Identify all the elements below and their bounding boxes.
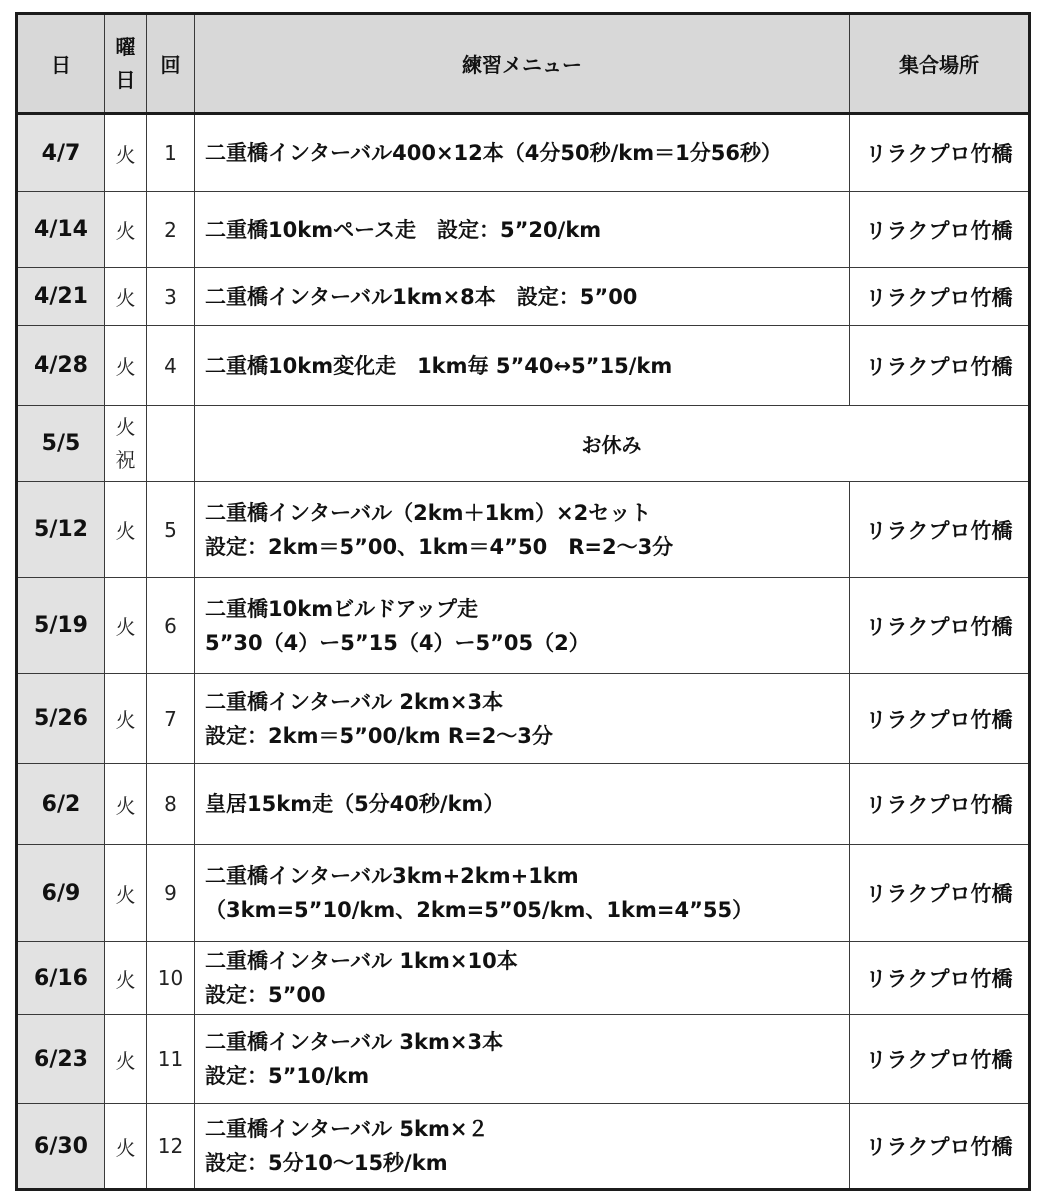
table-row [17,268,1030,326]
session-cell: 8 [147,764,195,845]
weekday-cell: 火 [105,482,147,578]
date-cell: 5/5 [17,406,105,482]
place-cell: リラクプロ竹橋 [850,845,1030,942]
menu-line: 二重橋インターバル 1km×10本 [205,949,518,973]
menu-line: 設定：5”00 [205,983,326,1007]
table-row [17,764,1030,845]
menu-cell [195,845,850,942]
table-header [17,14,1030,114]
session-cell: 4 [147,326,195,406]
menu-cell [195,268,850,326]
menu-line: 設定：5分10〜15秒/km [205,1151,448,1175]
menu-line: 設定：2km＝5”00、1km＝4”50 R=2〜3分 [205,534,674,559]
session-cell: 3 [147,268,195,326]
session-cell: 6 [147,578,195,674]
table-row [17,482,1030,578]
date-cell: 6/16 [17,942,105,1015]
weekday-cell: 火 [105,268,147,326]
menu-cell [195,674,850,764]
menu-line: 二重橋インターバル 3km×3本 [205,1030,504,1054]
table-row [17,1104,1030,1190]
date-cell: 4/7 [17,114,105,192]
menu-line: 設定：5”10/km [205,1064,370,1088]
place-cell: リラクプロ竹橋 [850,578,1030,674]
menu-cell [195,192,850,268]
session-cell: 11 [147,1015,195,1104]
weekday-cell: 火 [105,192,147,268]
date-cell: 6/2 [17,764,105,845]
weekday-cell: 火 [105,114,147,192]
date-cell: 6/9 [17,845,105,942]
session-cell-empty [147,406,195,482]
menu-line: 5”30（4）ー5”15（4）ー5”05（2） [205,630,590,655]
session-cell: 2 [147,192,195,268]
table-row [17,1015,1030,1104]
weekday-cell: 火 [105,845,147,942]
table-row [17,578,1030,674]
header-weekday [105,14,147,114]
menu-line: 二重橋インターバル 5km×２ [205,1117,489,1141]
menu-cell [195,482,850,578]
menu-cell [195,326,850,406]
menu-line: 二重橋インターバル（2km＋1km）×2セット [205,500,652,525]
place-cell: リラクプロ竹橋 [850,1104,1030,1190]
table-row [17,114,1030,192]
place-cell: リラクプロ竹橋 [850,192,1030,268]
session-cell: 5 [147,482,195,578]
weekday-cell: 火 [105,674,147,764]
header-menu: 練習メニュー [195,14,850,114]
place-cell: リラクプロ竹橋 [850,942,1030,1015]
menu-cell [195,578,850,674]
session-cell: 1 [147,114,195,192]
place-cell: リラクプロ竹橋 [850,114,1030,192]
menu-line: 二重橋インターバル 2km×3本 [205,689,504,714]
weekday-cell: 火 [105,942,147,1015]
session-cell: 7 [147,674,195,764]
header-weekday-line: 曜 [115,34,136,59]
weekday-cell [105,406,147,482]
menu-line: 二重橋10kmビルドアップ走 [205,596,478,621]
menu-line: 皇居15km走（5分40秒/km） [205,792,505,816]
holiday-cell: お休み [195,406,1030,482]
date-cell: 5/19 [17,578,105,674]
table-row-holiday [17,406,1030,482]
place-cell: リラクプロ竹橋 [850,268,1030,326]
place-cell: リラクプロ竹橋 [850,674,1030,764]
place-cell: リラクプロ竹橋 [850,764,1030,845]
date-cell: 4/14 [17,192,105,268]
header-place: 集合場所 [850,14,1030,114]
menu-line: 二重橋インターバル400×12本（4分50秒/km＝1分56秒） [205,141,782,165]
place-cell: リラクプロ竹橋 [850,482,1030,578]
table-row [17,326,1030,406]
weekday-line: 火 [115,414,136,439]
date-cell: 4/28 [17,326,105,406]
table-row [17,674,1030,764]
header-weekday-line: 日 [115,67,136,92]
session-cell: 12 [147,1104,195,1190]
date-cell: 6/23 [17,1015,105,1104]
date-cell: 6/30 [17,1104,105,1190]
weekday-cell: 火 [105,578,147,674]
menu-line: （3km=5”10/km、2km=5”05/km、1km=4”55） [205,898,754,922]
menu-cell [195,1015,850,1104]
header-session: 回 [147,14,195,114]
weekday-cell: 火 [105,1015,147,1104]
menu-line: 二重橋インターバル1km×8本 設定：5”00 [205,284,638,309]
weekday-cell: 火 [105,326,147,406]
weekday-cell: 火 [105,764,147,845]
date-cell: 4/21 [17,268,105,326]
table-row [17,192,1030,268]
date-cell: 5/12 [17,482,105,578]
weekday-cell: 火 [105,1104,147,1190]
menu-cell [195,764,850,845]
session-cell: 9 [147,845,195,942]
menu-cell [195,114,850,192]
menu-line: 設定：2km＝5”00/km R=2〜3分 [205,723,553,748]
schedule-table [15,12,1031,1191]
table-row [17,845,1030,942]
menu-line: 二重橋10km変化走 1km毎 5”40↔5”15/km [205,353,673,378]
table-body [17,114,1030,1190]
place-cell: リラクプロ竹橋 [850,326,1030,406]
menu-line: 二重橋10kmペース走 設定：5”20/km [205,217,602,242]
weekday-line: 祝 [115,447,136,472]
table-row [17,942,1030,1015]
header-row [17,14,1030,114]
place-cell: リラクプロ竹橋 [850,1015,1030,1104]
header-date: 日 [17,14,105,114]
menu-line: 二重橋インターバル3km+2km+1km [205,864,579,888]
date-cell: 5/26 [17,674,105,764]
menu-cell [195,1104,850,1190]
menu-cell [195,942,850,1015]
session-cell: 10 [147,942,195,1015]
